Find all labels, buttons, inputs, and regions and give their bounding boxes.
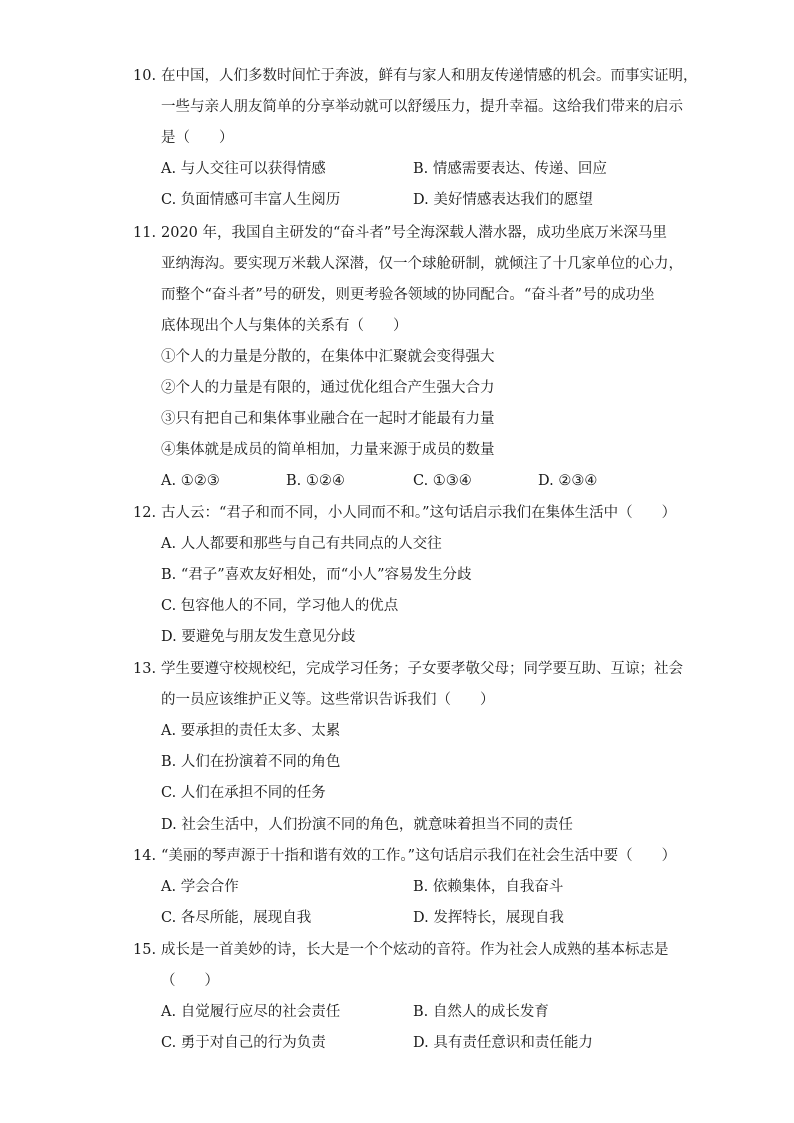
option-a: A. 与人交往可以获得情感 — [161, 161, 326, 177]
option-d: D. 社会生活中，人们扮演不同的角色，就意味着担当不同的责任 — [161, 817, 573, 833]
option-c: C. ①③④ — [413, 473, 472, 489]
question-number: 10. — [133, 68, 157, 84]
question-stem-line: 古人云：“君子和而不同，小人同而不和。”这句话启示我们在集体生活中（ ） — [161, 505, 677, 521]
question-stem-line: 是（ ） — [161, 130, 234, 146]
question-stem-line: 在中国，人们多数时间忙于奔波，鲜有与家人和朋友传递情感的机会。而事实证明， — [161, 68, 698, 84]
option-c: C. 负面情感可丰富人生阅历 — [161, 192, 341, 208]
option-b: B. 依赖集体，自我奋斗 — [413, 879, 564, 895]
option-a: A. 学会合作 — [161, 879, 239, 895]
question-stem-line: 底体现出个人与集体的关系有（ ） — [161, 318, 408, 334]
option-b: B. 情感需要表达、传递、回应 — [413, 161, 607, 177]
option-c: C. 人们在承担不同的任务 — [161, 785, 326, 801]
question-number: 15. — [133, 942, 157, 958]
option-d: D. 发挥特长，展现自我 — [413, 910, 564, 926]
question-stem-line: 的一员应该维护正义等。这些常识告诉我们（ ） — [161, 692, 495, 708]
question-stem-line: 成长是一首美妙的诗，长大是一个个炫动的音符。作为社会人成熟的基本标志是 — [161, 942, 669, 958]
question-number: 14. — [133, 848, 157, 864]
option-a: A. ①②③ — [161, 473, 220, 489]
option-b: B. ①②④ — [286, 473, 345, 489]
question-stem-line: （ ） — [161, 973, 219, 989]
question-stem-line: “美丽的琴声源于十指和谐有效的工作。”这句话启示我们在社会生活中要（ ） — [161, 848, 677, 864]
option-d: D. 具有责任意识和责任能力 — [413, 1035, 593, 1051]
question-number: 13. — [133, 661, 157, 677]
statement-3: ③只有把自己和集体事业融合在一起时才能最有力量 — [161, 411, 495, 427]
option-d: D. 要避免与朋友发生意见分歧 — [161, 629, 356, 645]
statement-1: ①个人的力量是分散的，在集体中汇聚就会变得强大 — [161, 349, 495, 365]
question-stem-line: 而整个“奋斗者”号的研发，则更考验各领域的协同配合。“奋斗者”号的成功坐 — [161, 287, 655, 303]
question-number: 11. — [133, 225, 157, 241]
option-d: D. ②③④ — [538, 473, 598, 489]
option-c: C. 各尽所能，展现自我 — [161, 910, 312, 926]
option-c: C. 勇于对自己的行为负责 — [161, 1035, 326, 1051]
question-stem-line: 学生要遵守校规校纪，完成学习任务；子女要孝敬父母；同学要互助、互谅；社会 — [161, 661, 683, 677]
question-stem-line: 亚纳海沟。要实现万米载人深潜，仅一个球舱研制，就倾注了十几家单位的心力， — [161, 256, 683, 272]
option-a: A. 要承担的责任太多、太累 — [161, 723, 341, 739]
option-c: C. 包容他人的不同，学习他人的优点 — [161, 598, 399, 614]
question-stem-line: 2020 年，我国自主研发的“奋斗者”号全海深载人潜水器，成功坐底万米深马里 — [161, 225, 667, 241]
statement-4: ④集体就是成员的简单相加，力量来源于成员的数量 — [161, 442, 495, 458]
option-a: A. 自觉履行应尽的社会责任 — [161, 1004, 341, 1020]
question-stem-line: 一些与亲人朋友简单的分享举动就可以舒缓压力，提升幸福。这给我们带来的启示 — [161, 99, 683, 115]
option-a: A. 人人都要和那些与自己有共同点的人交往 — [161, 536, 442, 552]
option-d: D. 美好情感表达我们的愿望 — [413, 192, 593, 208]
statement-2: ②个人的力量是有限的，通过优化组合产生强大合力 — [161, 380, 495, 396]
option-b: B. “君子”喜欢友好相处，而“小人”容易发生分歧 — [161, 567, 472, 583]
option-b: B. 人们在扮演着不同的角色 — [161, 754, 341, 770]
option-b: B. 自然人的成长发育 — [413, 1004, 549, 1020]
question-number: 12. — [133, 505, 157, 521]
